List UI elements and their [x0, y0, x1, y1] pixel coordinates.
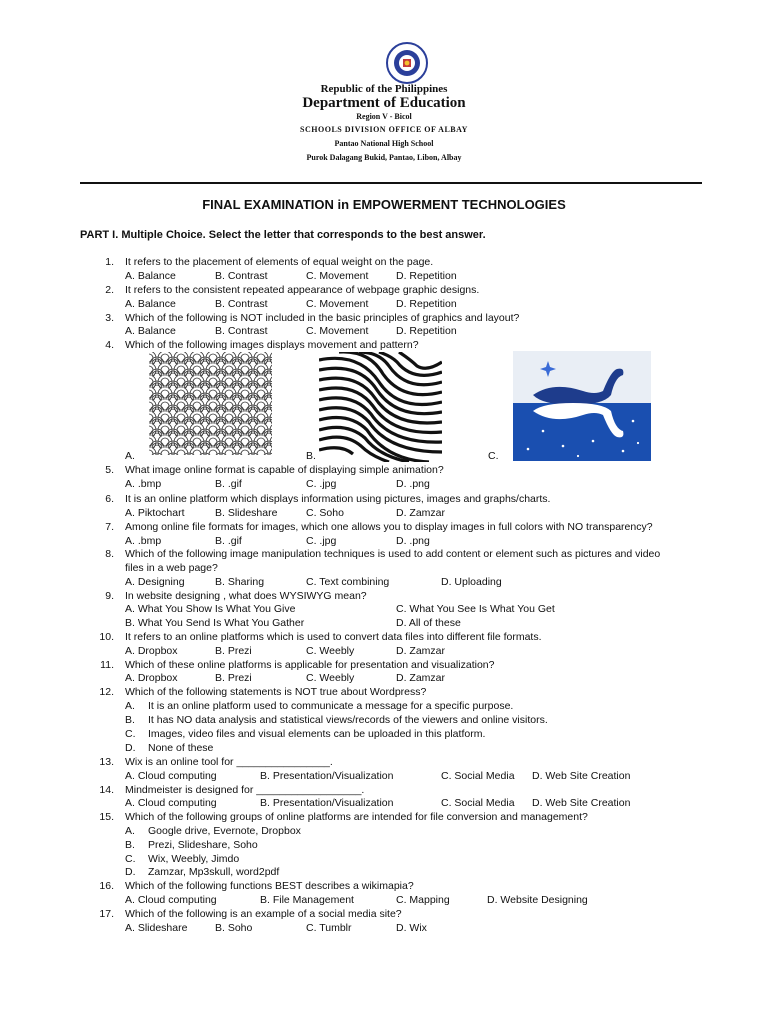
option-b: B. Prezi [215, 645, 252, 657]
question-number: 15. [99, 811, 114, 823]
option-b: B. Soho [215, 922, 253, 934]
question-number: 16. [99, 880, 114, 892]
option-b: B. Contrast [215, 298, 268, 310]
option-d: D. Zamzar [396, 645, 446, 657]
option-text: Google drive, Evernote, Dropbox [148, 825, 301, 837]
option-letter: A. [125, 700, 135, 712]
option-c: C. What You See Is What You Get [396, 603, 555, 615]
option-a: A. Cloud computing [125, 770, 217, 782]
option-b: B. What You Send Is What You Gather [125, 617, 305, 629]
question-number: 17. [99, 908, 114, 920]
option-b: B. .gif [215, 478, 242, 490]
option-a: A. Balance [125, 298, 176, 310]
option-text: Prezi, Slideshare, Soho [148, 839, 258, 851]
question-number: 7. [105, 521, 114, 533]
question-number: 2. [105, 284, 114, 296]
option-letter: C. [125, 853, 136, 865]
option-letter: D. [125, 866, 136, 878]
option-b: B. Contrast [215, 325, 268, 337]
question-number: 4. [105, 339, 114, 351]
option-c: C. Weebly [306, 672, 355, 684]
question-text: Which of the following is an example of a social media site? [125, 908, 402, 920]
question-text: Mindmeister is designed for __________________. [125, 784, 365, 796]
question-text: Which of the following image manipulation techniques is used to add content or element such as pictures and video [125, 548, 661, 560]
header-school: Pantao National High School [334, 139, 434, 148]
question-text: Which of these online platforms is applicable for presentation and visualization? [125, 659, 495, 671]
header-divider [80, 182, 702, 184]
option-c: C. Social Media [441, 797, 515, 809]
question-text: It is an online platform which displays information using pictures, images and graphs/charts. [125, 493, 551, 505]
option-d: D. .png [396, 478, 430, 490]
option-d: D. Website Designing [487, 894, 588, 906]
option-b: B. Slideshare [215, 507, 278, 519]
option-d: D. Web Site Creation [532, 797, 631, 809]
question-text: Which of the following is NOT included in the basic principles of graphics and layout? [125, 312, 520, 324]
header-republic: Republic of the Philippines [320, 83, 448, 95]
question-text: Which of the following images displays movement and pattern? [125, 339, 419, 351]
question-text: Which of the following statements is NOT true about Wordpress? [125, 686, 427, 698]
question-text: Which of the following functions BEST describes a wikimapia? [125, 880, 414, 892]
option-c: C. Movement [306, 298, 369, 310]
question-number: 6. [105, 493, 114, 505]
option-b: B. .gif [215, 535, 242, 547]
part-instructions: PART I. Multiple Choice. Select the letter that corresponds to the best answer. [80, 229, 486, 241]
option-a-label: A. [125, 450, 135, 462]
option-text: Wix, Weebly, Jimdo [148, 853, 240, 865]
option-b: B. Prezi [215, 672, 252, 684]
question-number: 13. [99, 756, 114, 768]
option-b-label: B. [306, 450, 316, 462]
option-text: Zamzar, Mp3skull, word2pdf [148, 866, 280, 878]
question-number: 8. [105, 548, 114, 560]
option-c: C. Movement [306, 270, 369, 282]
scales-pattern-image [149, 352, 272, 455]
option-c: C. Mapping [396, 894, 450, 906]
question-text: Wix is an online tool for ________________. [125, 756, 333, 768]
option-text: Images, video files and visual elements can be uploaded in this platform. [148, 728, 486, 740]
option-c: C. Movement [306, 325, 369, 337]
option-a: A. Cloud computing [125, 894, 217, 906]
swan-reflection-image [513, 351, 651, 461]
option-c-label: C. [488, 450, 499, 462]
option-c: C. Text combining [306, 576, 390, 588]
option-a: A. What You Show Is What You Give [125, 603, 296, 615]
option-d: D. All of these [396, 617, 461, 629]
option-c: C. .jpg [306, 478, 337, 490]
option-c: C. Social Media [441, 770, 515, 782]
option-d: D. Wix [396, 922, 427, 934]
option-a: A. .bmp [125, 535, 162, 547]
question-text-continued: files in a web page? [125, 562, 218, 574]
header-department: Department of Education [302, 95, 466, 111]
question-number: 3. [105, 312, 114, 324]
option-b: B. Contrast [215, 270, 268, 282]
question-text: It refers to the placement of elements of equal weight on the page. [125, 256, 434, 268]
option-a: A. Dropbox [125, 672, 178, 684]
option-d: D. Uploading [441, 576, 502, 588]
option-b: B. Sharing [215, 576, 265, 588]
option-a: A. Dropbox [125, 645, 178, 657]
option-c: C. Tumblr [306, 922, 352, 934]
question-text: Which of the following groups of online platforms are intended for file conversion and management? [125, 811, 588, 823]
option-d: D. Web Site Creation [532, 770, 631, 782]
option-text: It is an online platform used to communicate a message for a specific purpose. [148, 700, 514, 712]
header-address: Purok Dalagang Bukid, Pantao, Libon, Albay [306, 153, 462, 162]
question-number: 1. [105, 256, 114, 268]
question-number: 11. [100, 659, 114, 671]
option-letter: B. [125, 714, 135, 726]
option-a: A. Balance [125, 270, 176, 282]
question-text: It refers to the consistent repeated appearance of webpage graphic designs. [125, 284, 480, 296]
option-letter: C. [125, 728, 136, 740]
option-text: None of these [148, 742, 214, 754]
option-a: A. Balance [125, 325, 176, 337]
option-a: A. Designing [125, 576, 185, 588]
option-letter: D. [125, 742, 136, 754]
deped-seal-icon [367, 42, 447, 84]
option-d: D. Repetition [396, 270, 457, 282]
question-text: In website designing , what does WYSIWYG mean? [125, 590, 367, 602]
option-text: It has NO data analysis and statistical views/records of the viewers and online visitors. [148, 714, 548, 726]
option-a: A. Piktochart [125, 507, 185, 519]
question-text: Among online file formats for images, which one allows you to display images in full colors with NO transparency? [125, 521, 653, 533]
question-text: It refers to an online platforms which is used to convert data files into different file formats. [125, 631, 542, 643]
header-region: Region V - Bicol [356, 112, 412, 121]
option-c: C. Weebly [306, 645, 355, 657]
question-number: 12. [99, 686, 114, 698]
option-d: D. Repetition [396, 325, 457, 337]
question-text: What image online format is capable of displaying simple animation? [125, 464, 444, 476]
option-c: C. .jpg [306, 535, 337, 547]
option-letter: B. [125, 839, 135, 851]
option-d: D. .png [396, 535, 430, 547]
option-b: B. Presentation/Visualization [260, 797, 394, 809]
question-number: 10. [99, 631, 114, 643]
header-division: SCHOOLS DIVISION OFFICE OF ALBAY [300, 125, 468, 134]
question-number: 5. [105, 464, 114, 476]
option-d: D. Zamzar [396, 507, 446, 519]
option-letter: A. [125, 825, 135, 837]
question-number: 9. [105, 590, 114, 602]
exam-title: FINAL EXAMINATION in EMPOWERMENT TECHNOLOGIES [202, 197, 566, 212]
option-c: C. Soho [306, 507, 344, 519]
option-d: D. Repetition [396, 298, 457, 310]
option-a: A. Slideshare [125, 922, 188, 934]
option-b: B. File Management [260, 894, 354, 906]
option-d: D. Zamzar [396, 672, 446, 684]
swirl-op-art-image [319, 352, 442, 462]
option-a: A. Cloud computing [125, 797, 217, 809]
question-number: 14. [99, 784, 114, 796]
option-a: A. .bmp [125, 478, 162, 490]
option-b: B. Presentation/Visualization [260, 770, 394, 782]
